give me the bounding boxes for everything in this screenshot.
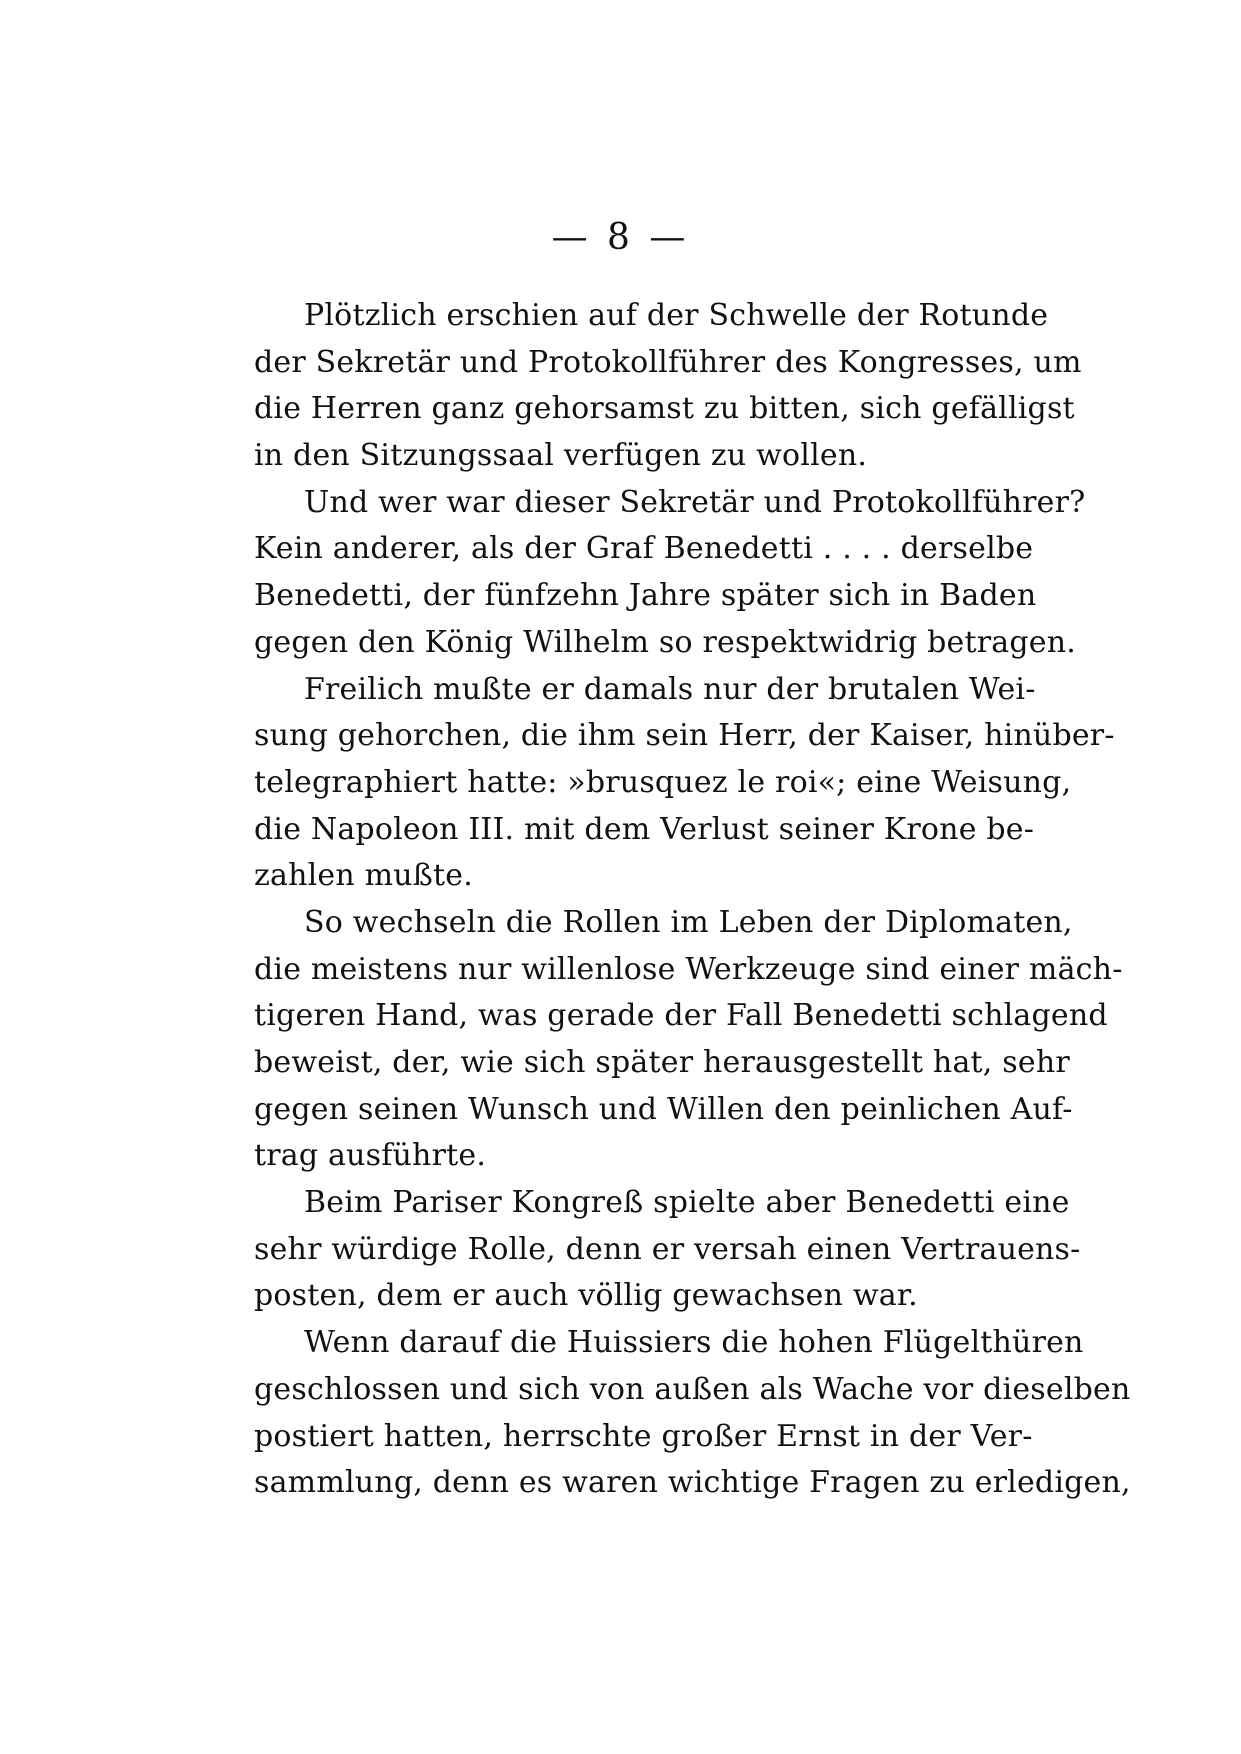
text-line: sung gehorchen, die ihm sein Herr, der Kaiser, hinüber- <box>254 718 1115 754</box>
text-line: sammlung, denn es waren wichtige Fragen zu erledigen, <box>254 1465 1131 1501</box>
body-text <box>254 293 1131 1507</box>
page-number: — 8 — <box>551 217 690 258</box>
text-line: Beim Pariser Kongreß spielte aber Benedetti eine <box>304 1185 1070 1221</box>
text-line: der Sekretär und Protokollführer des Kongresses, um <box>254 344 1082 380</box>
text-line: geschlossen und sich von außen als Wache vor dieselben <box>254 1371 1131 1407</box>
text-line: zahlen mußte. <box>254 858 473 894</box>
text-line: Freilich mußte er damals nur der brutalen Wei- <box>304 671 1036 707</box>
text-line: tigeren Hand, was gerade der Fall Benedetti schlagend <box>254 998 1108 1034</box>
text-line: Kein anderer, als der Graf Benedetti . . . . derselbe <box>254 531 1034 567</box>
text-line: gegen seinen Wunsch und Willen den peinlichen Auf- <box>254 1091 1073 1127</box>
text-line: beweist, der, wie sich später herausgestellt hat, sehr <box>254 1045 1070 1080</box>
text-line: So wechseln die Rollen im Leben der Diplomaten, <box>304 904 1073 940</box>
text-line: die Napoleon III. mit dem Verlust seiner Krone be- <box>254 811 1035 847</box>
text-line: trag ausführte. <box>254 1138 487 1174</box>
text-line: sehr würdige Rolle, denn er versah einen Vertrauens- <box>254 1231 1081 1267</box>
text-line: Plötzlich erschien auf der Schwelle der Rotunde <box>304 298 1049 333</box>
text-line: Und wer war dieser Sekretär und Protokollführer? <box>304 484 1086 520</box>
text-line: gegen den König Wilhelm so respektwidrig betragen. <box>254 624 1076 660</box>
text-line: posten, dem er auch völlig gewachsen war. <box>254 1278 918 1314</box>
text-line: Wenn darauf die Huissiers die hohen Flügelthüren <box>304 1325 1084 1361</box>
text-line: in den Sitzungssaal verfügen zu wollen. <box>254 438 868 474</box>
text-line: Benedetti, der fünfzehn Jahre später sich in Baden <box>254 578 1037 614</box>
text-line: telegraphiert hatte: »brusquez le roi«; eine Weisung, <box>254 764 1072 800</box>
text-line: die meistens nur willenlose Werkzeuge sind einer mäch- <box>254 951 1123 987</box>
text-line: die Herren ganz gehorsamst zu bitten, sich gefälligst <box>254 391 1075 427</box>
text-line: postiert hatten, herrschte großer Ernst in der Ver- <box>254 1418 1033 1454</box>
